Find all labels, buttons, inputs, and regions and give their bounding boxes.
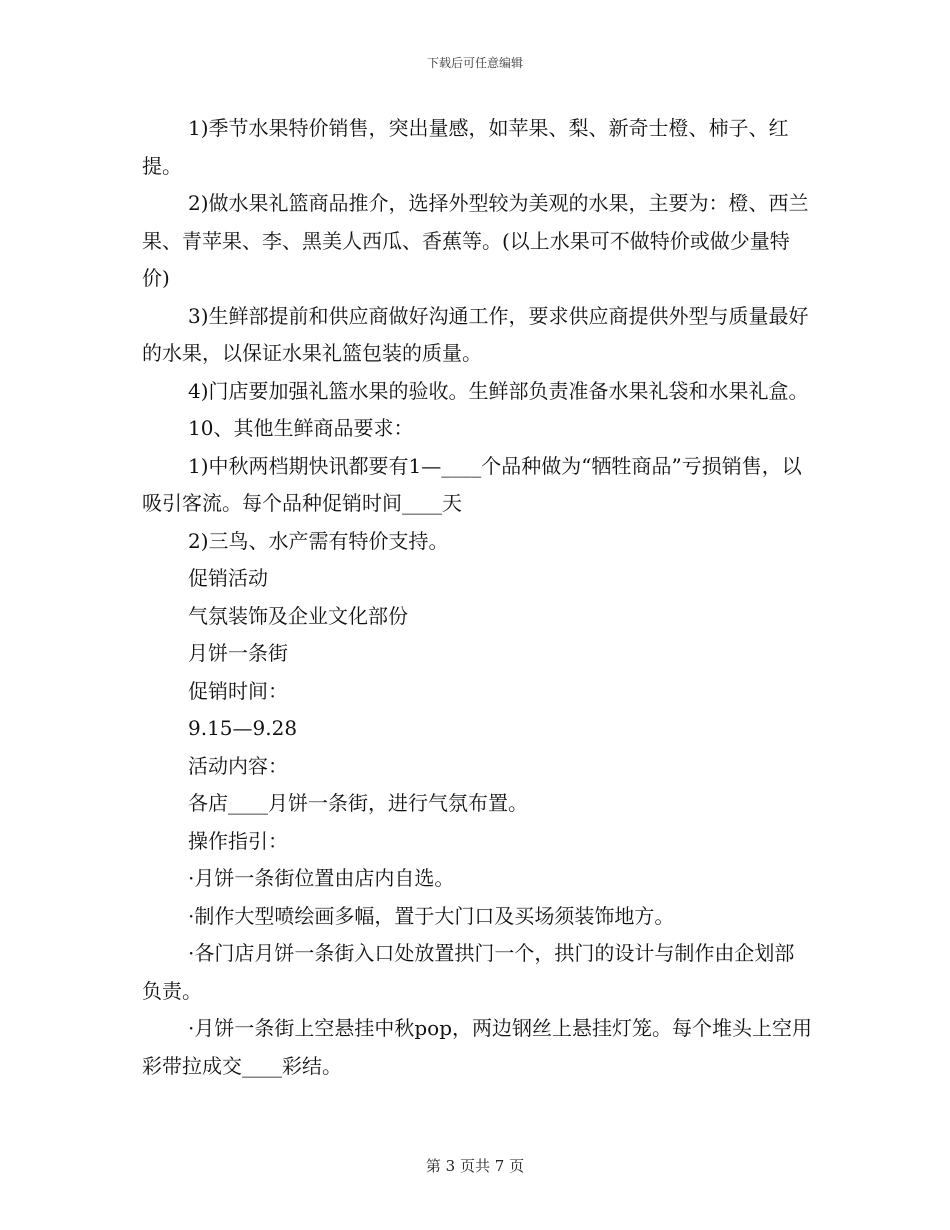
paragraph: 2)做水果礼篮商品推介，选择外型较为美观的水果，主要为：橙、西兰果、青苹果、李、黑美人西瓜、香蕉等。(以上水果可不做特价或做少量特价) (142, 191, 809, 290)
paragraph: 3)生鲜部提前和供应商做好沟通工作，要求供应商提供外型与质量最好的水果，以保证水果礼篮包装的质量。 (142, 303, 809, 365)
page-footer: 第 3 页共 7 页 (425, 1157, 525, 1175)
section-heading: 10、其他生鲜商品要求： (188, 416, 414, 440)
list-item: ·月饼一条街上空悬挂中秋pop，两边钢丝上悬挂灯笼。每个堆头上空用彩带拉成交____彩结。 (142, 1016, 813, 1078)
paragraph: 2)三鸟、水产需有特价支持。 (188, 528, 449, 553)
paragraph: 各店____月饼一条街，进行气氛布置。 (188, 791, 528, 815)
paragraph: 促销时间： (188, 678, 288, 703)
list-item: ·月饼一条街位置由店内自选。 (188, 866, 455, 890)
list-item: ·各门店月饼一条街入口处放置拱门一个，拱门的设计与制作由企划部负责。 (142, 941, 795, 1003)
paragraph: 操作指引： (188, 828, 288, 853)
document-body (142, 110, 812, 1085)
paragraph: 1)季节水果特价销售，突出量感，如苹果、梨、新奇士橙、柿子、红提。 (142, 116, 789, 178)
paragraph: 4)门店要加强礼篮水果的验收。生鲜部负责准备水果礼袋和水果礼盒。 (188, 378, 809, 403)
paragraph: 1)中秋两档期快讯都要有1—____个品种做为“牺牲商品”亏损销售，以吸引客流。每个品种促销时间____天 (142, 453, 802, 515)
paragraph: 促销活动 (188, 566, 268, 590)
paragraph: 活动内容： (188, 753, 288, 778)
page-header: 下载后可任意编辑 (426, 56, 523, 70)
paragraph: 月饼一条街 (188, 641, 288, 665)
list-item: ·制作大型喷绘画多幅，置于大门口及买场须装饰地方。 (188, 903, 675, 928)
paragraph: 气氛装饰及企业文化部份 (188, 603, 408, 628)
paragraph: 9.15—9.28 (188, 716, 298, 740)
